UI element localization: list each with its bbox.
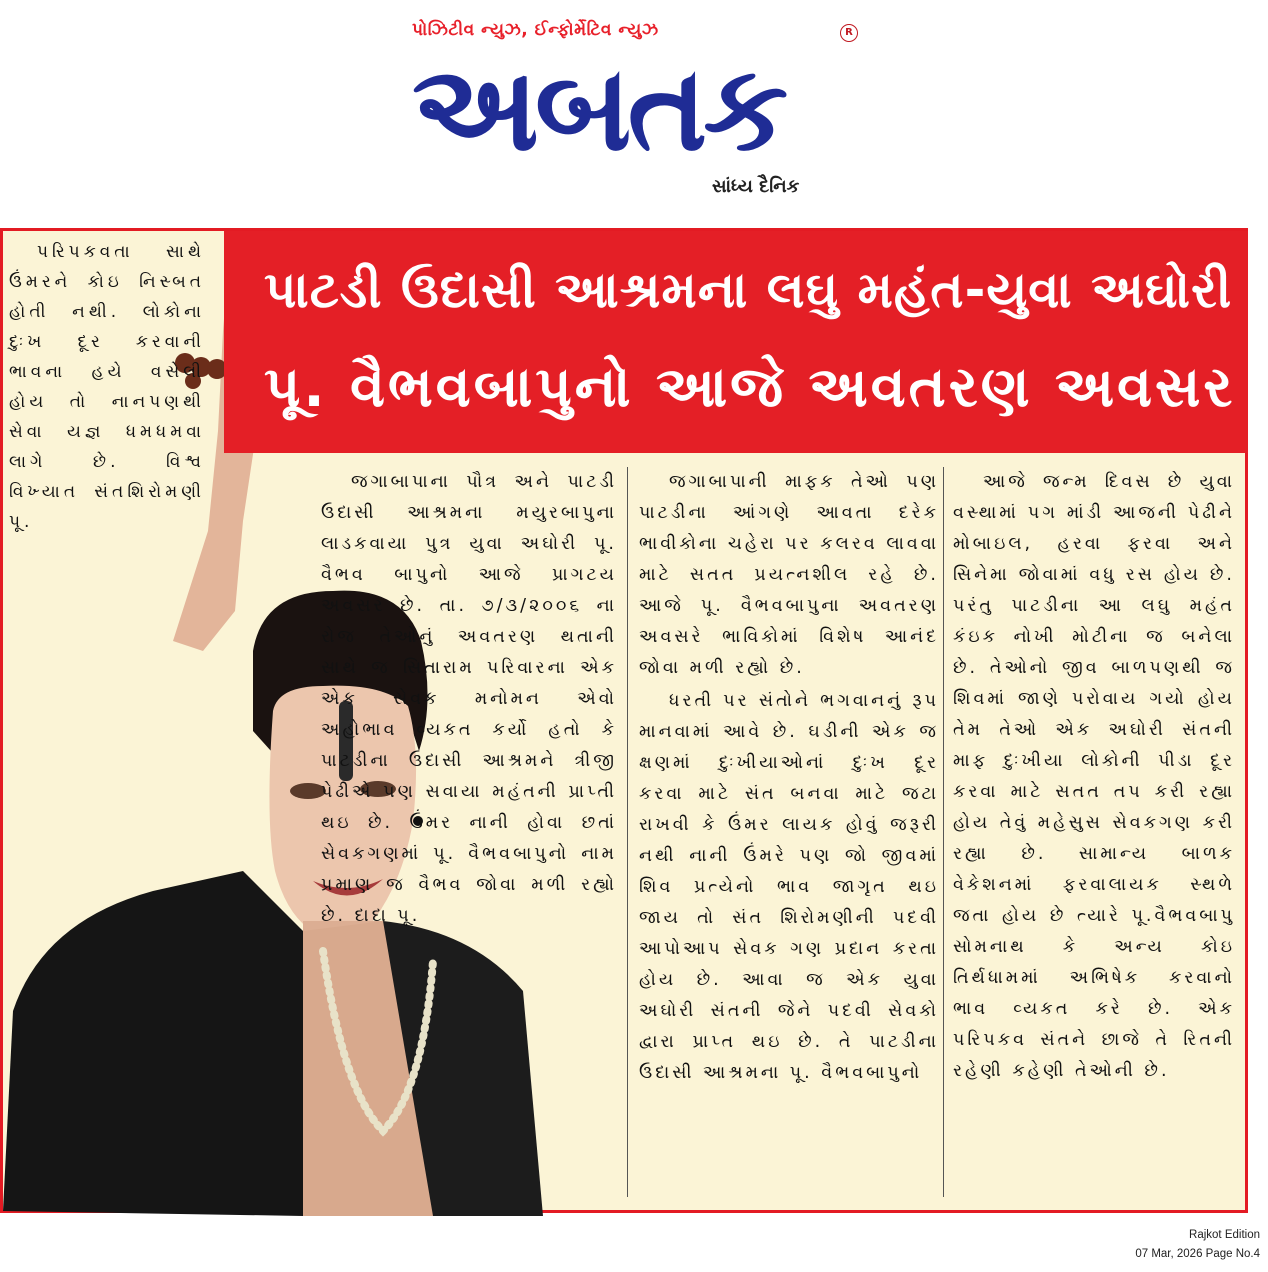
newspaper-logo[interactable]: અબતક <box>412 39 785 177</box>
headline-banner <box>224 231 1248 453</box>
footer-date-page: 07 Mar, 2026 Page No.4 <box>1135 1248 1260 1260</box>
side-column-text <box>9 237 205 757</box>
article-column-2 <box>639 467 939 1207</box>
black-robe <box>3 871 303 1216</box>
masthead-subtitle: સાંધ્ય દૈનિક <box>712 176 800 197</box>
masthead <box>0 0 1268 225</box>
column-1-paragraph: જગાબાપાના પૌત્ર અને પાટડી ઉદાસી આશ્રમના મયુરબાપુના લાડકવાયા પુત્ર યુવા અઘોરી પૂ. વૈભવ બાપુનો આજે પ્રાગટય અવસર છે. તા. ૭/૩/૨૦૦૬ ના રોજ તેઓનું અવતરણ થતાની સાથે જ સિતારામ પરિવારના એક એક સેવક મનોમન એવો અહોભાવ વ્યકત કર્યો હતો કે પાટડીના ઉદાસી આશ્રમને ત્રીજી પેઢીએ પણ સવાયા મહંતની પ્રાપ્તી થઇ છે. ઉંમર નાની હોવા છતાં સેવકગણમાં પૂ. વૈભવબાપુનો નામ પ્રમાણ જ વૈભવ જોવા મળી રહ્યો છે. દાદા પૂ. <box>321 472 617 926</box>
footer-edition: Rajkot Edition <box>1189 1229 1260 1241</box>
column-2-paragraph-2: ધરતી પર સંતોને ભગવાનનું રૂપ માનવામાં આવે છે. ઘડીની એક જ ક્ષણમાં દુઃખીયાઓનાં દુઃખ દૂર કરવા માટે સંત બનવા માટે જટા રાખવી કે ઉંમર લાયક હોવું જરૂરી નથી નાની ઉંમરે પણ જો જીવમાં શિવ પ્રત્યેનો ભાવ જાગૃત થઇ જાય તો સંત શિરોમણીની પદવી આપોઆપ સેવક ગણ પ્રદાન કરતા હોય છે. આવા જ એક યુવા અઘોરી સંતની જેને પદવી સેવકો દ્વારા પ્રાપ્ત થઇ છે. તે પાટડીના ઉદાસી આશ્રમના પૂ. વૈભવબાપુનો <box>639 691 939 1083</box>
column-3-paragraph: આજે જન્મ દિવસ છે યુવા વસ્થામાં પગ માંડી આજની પેઢીને મોબાઇલ, હરવા ફરવા અને સિનેમા જોવામાં વધુ રસ હોય છે. પરંતુ પાટડીના આ લઘુ મહંત કંઇક નોખી મોટીના જ બનેલા છે. તેઓનો જીવ બાળપણથી જ શિવમાં જાણે પરોવાય ગયો હોય તેમ તેઓ એક અઘોરી સંતની માફ દુઃખીયા લોકોની પીડા દૂર કરવા માટે સતત તપ કરી રહ્યા હોય તેવું મહેસુસ સેવકગણ કરી રહ્યા છે. સામાન્ય બાળક વેકેશનમાં ફરવાલાયક સ્થળે જતા હોય છે ત્યારે પૂ.વૈભવબાપુ સોમનાથ કે અન્ય કોઇ તિર્થધામમાં અભિષેક કરવાનો ભાવ વ્યકત કરે છે. એક પરિપકવ સંતને છાજે તે રિતની રહેણી કહેણી તેઓની છે. <box>953 472 1235 1081</box>
article-frame <box>0 228 1248 1213</box>
side-column-paragraph: પરિપકવતા સાથે ઉંમરને કોઇ નિસ્બત હોતી નથી. લોકોના દુઃખ દૂર કરવાની ભાવના હયે વસેલી હોય તો નાનપણથી સેવા યજ્ઞ ધમધમવા લાગે છે. વિશ્વ વિખ્યાત સંતશિરોમણી પૂ. <box>9 242 205 532</box>
headline-line-1: પાટડી ઉદાસી આશ્રમના લઘુ મહંત-યુવા અઘોરી <box>264 261 1233 319</box>
masthead-tagline: પોઝિટીવ ન્યુઝ, ઈન્ફોર્મેટિવ ન્યુઝ <box>412 20 659 40</box>
registered-mark-icon: R <box>840 24 858 42</box>
article-column-1 <box>321 467 617 1207</box>
column-divider <box>627 467 628 1197</box>
column-2-paragraph-1: જગાબાપાની માફક તેઓ પણ પાટડીના આંગણે આવતા દરેક ભાવીકોના ચહેરા પર કલરવ લાવવા માટે સતત પ્રયત્નશીલ રહે છે. આજે પૂ. વૈભવબાપુના અવતરણ અવસરે ભાવિકોમાં વિશેષ આનંદ જોવા મળી રહ્યો છે. <box>639 472 939 678</box>
column-divider <box>943 467 944 1197</box>
article-column-3 <box>953 467 1235 1207</box>
headline-line-2: પૂ. વૈભવબાપુનો આજે અવતરણ અવસર <box>264 355 1236 420</box>
